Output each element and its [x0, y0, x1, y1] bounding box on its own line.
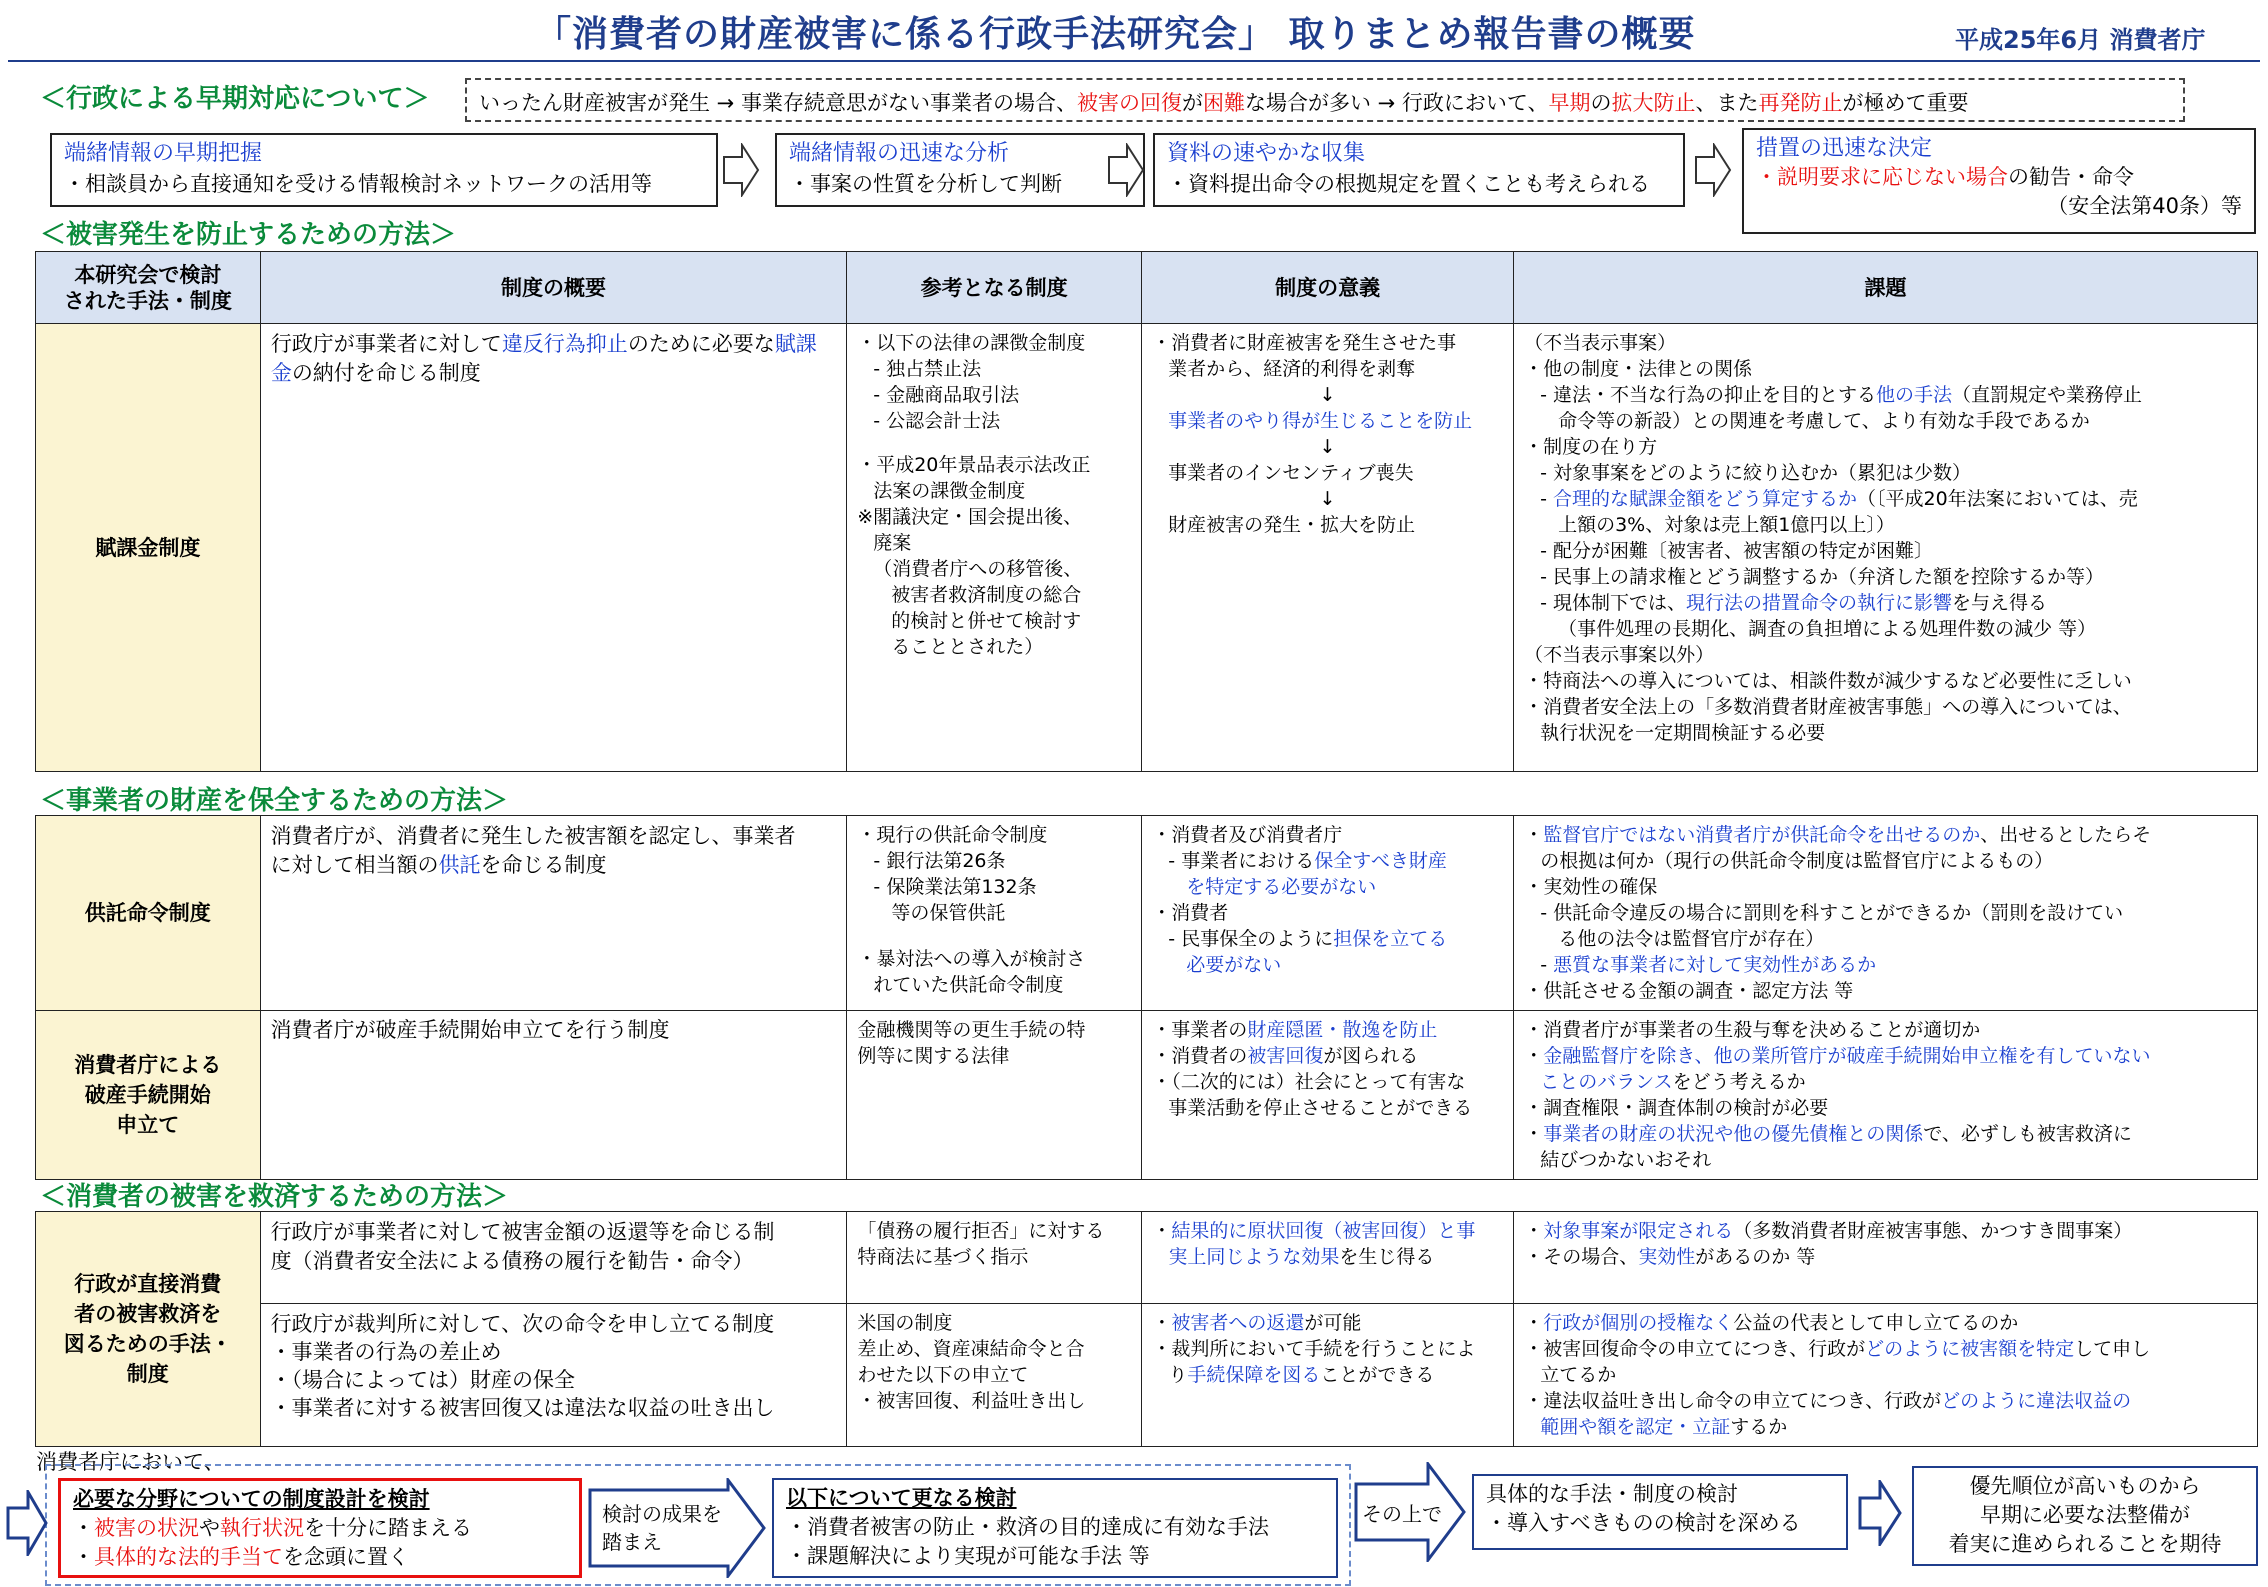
meaning-cell: ・消費者及び消費者庁 - 事業者における保全すべき財産 を特定する必要がない ・消費者 - 民事保全のように担保を立てる 必要がない — [1142, 816, 1514, 1011]
section-prevention: ＜被害発生を防止するための方法＞ — [40, 220, 457, 250]
method-hasan: 消費者庁による 破産手続開始 申立て — [36, 1011, 261, 1180]
table-row — [36, 324, 2258, 772]
bottom-box-concrete-study: 具体的な手法・制度の検討 ・導入すべきものの検討を深める — [1472, 1474, 1848, 1550]
reference-cell: 「債務の履行拒否」に対する 特商法に基づく指示 — [847, 1212, 1142, 1304]
early-box-analyze: 端緒情報の迅速な分析 ・事案の性質を分析して判断 — [775, 133, 1145, 207]
issue-date: 平成25年6月 消費者庁 — [1955, 26, 2206, 54]
early-response-summary: いったん財産被害が発生 → 事業存続意思がない事業者の場合、被害の回復が困難な場合が多い → 行政において、早期の拡大防止、また再発防止が極めて重要 — [465, 78, 2185, 122]
meaning-cell: ・結果的に原状回復（被害回復）と事 実上同じような効果を生じ得る — [1142, 1212, 1514, 1304]
bottom-arrow-then: その上で — [1354, 1462, 1466, 1562]
header-reference: 参考となる制度 — [847, 252, 1142, 324]
header-meaning: 制度の意義 — [1142, 252, 1514, 324]
header-method: 本研究会で検討 された手法・制度 — [36, 252, 261, 324]
preservation-table — [35, 815, 2258, 1180]
meaning-cell: ・被害者への返還が可能 ・裁判所において手続を行うことによ り手続保障を図ることができる — [1142, 1304, 1514, 1447]
bottom-box-design: 必要な分野についての制度設計を検討 ・被害の状況や執行状況を十分に踏まえる ・具体的な法的手当てを念頭に置く — [58, 1478, 582, 1578]
overview-cell: 行政庁が事業者に対して違反行為抑止のために必要な賦課金の納付を命じる制度 — [260, 324, 846, 772]
reference-cell: 米国の制度 差止め、資産凍結命令と合 わせた以下の申立て ・被害回復、利益吐き出し — [847, 1304, 1142, 1447]
page-title: 「消費者の財産被害に係る行政手法研究会」 取りまとめ報告書の概要 — [535, 14, 1696, 55]
section-preservation: ＜事業者の財産を保全するための方法＞ — [40, 786, 509, 816]
bottom-box-expectation: 優先順位が高いものから 早期に必要な法整備が 着実に進められることを期待 — [1912, 1466, 2258, 1566]
header-issues: 課題 — [1514, 252, 2258, 324]
block-arrow-icon — [6, 1490, 48, 1556]
reference-cell: 金融機関等の更生手続の特 例等に関する法律 — [847, 1011, 1142, 1180]
flow-arrow-icon — [1694, 143, 1732, 197]
bottom-box-further-study: 以下について更なる検討 ・消費者被害の防止・救済の目的達成に有効な手法 ・課題解決により実現が可能な手法 等 — [772, 1478, 1338, 1578]
meaning-cell: ・事業者の財産隠匿・散逸を防止 ・消費者の被害回復が図られる ・（二次的には）社会にとって有害な 事業活動を停止させることができる — [1142, 1011, 1514, 1180]
overview-cell: 行政庁が事業者に対して被害金額の返還等を命じる制 度（消費者安全法による債務の履行を勧告・命令） — [260, 1212, 847, 1304]
table-row — [36, 1011, 2258, 1180]
header-overview: 制度の概要 — [260, 252, 846, 324]
reference-cell: ・現行の供託命令制度 - 銀行法第26条 - 保険業法第132条 等の保管供託 ・暴対法への導入が検討さ れていた供託命令制度 — [847, 816, 1142, 1011]
table-row — [36, 816, 2258, 1011]
early-box-detect: 端緒情報の早期把握 ・相談員から直接通知を受ける情報検討ネットワークの活用等 — [50, 133, 718, 207]
issues-cell: ・消費者庁が事業者の生殺与奪を決めることが適切か ・金融監督庁を除き、他の業所管庁が破産手続開始申立権を有していない ことのバランスをどう考えるか ・調査権限・調査体制の検討が必要 ・事業者の財産の状況や他の優先債権との関係で、必ずしも被害救済に 結びつかないおそれ — [1514, 1011, 2258, 1180]
flow-arrow-icon — [722, 143, 760, 197]
bottom-arrow-results: 検討の成果を 踏まえ — [588, 1478, 766, 1578]
method-fukakin: 賦課金制度 — [36, 324, 261, 772]
title-divider — [8, 60, 2260, 62]
relief-table — [35, 1211, 2258, 1447]
early-box-decide: 措置の迅速な決定 ・説明要求に応じない場合の勧告・命令 （安全法第40条）等 — [1742, 128, 2256, 234]
prevention-table — [35, 251, 2258, 772]
overview-cell: 消費者庁が破産手続開始申立てを行う制度 — [260, 1011, 847, 1180]
table-row — [36, 1304, 2258, 1447]
bottom-label: 消費者庁において、 — [36, 1450, 225, 1474]
table-row — [36, 1212, 2258, 1304]
block-arrow-icon — [1858, 1480, 1902, 1546]
early-box-collect: 資料の速やかな収集 ・資料提出命令の根拠規定を置くことも考えられる — [1153, 133, 1685, 207]
flow-arrow-icon — [1107, 143, 1145, 197]
overview-cell: 消費者庁が、消費者に発生した被害額を認定し、事業者 に対して相当額の供託を命じる制度 — [260, 816, 847, 1011]
issues-cell: ・行政が個別の授権なく公益の代表として申し立てるのか ・被害回復命令の申立てにつき、行政がどのように被害額を特定して申し 立てるか ・違法収益吐き出し命令の申立てにつき、行政がどのように違法収益の 範囲や額を認定・立証するか — [1514, 1304, 2258, 1447]
overview-cell: 行政庁が裁判所に対して、次の命令を申し立てる制度 ・事業者の行為の差止め ・（場合によっては）財産の保全 ・事業者に対する被害回復又は違法な収益の吐き出し — [260, 1304, 847, 1447]
section-early-response: ＜行政による早期対応について＞ — [40, 84, 430, 114]
issues-cell: ・監督官庁ではない消費者庁が供託命令を出せるのか、出せるとしたらそ の根拠は何か（現行の供託命令制度は監督官庁によるもの） ・実効性の確保 - 供託命令違反の場合に罰則を科すことができるか（罰則を設けてい る他の法令は監督官庁が存在） - 悪質な事業者に対して実効性があるか ・供託させる金額の調査・認定方法 等 — [1514, 816, 2258, 1011]
section-relief: ＜消費者の被害を救済するための方法＞ — [40, 1182, 509, 1212]
method-relief: 行政が直接消費 者の被害救済を 図るための手法・ 制度 — [36, 1212, 261, 1447]
meaning-cell: ・消費者に財産被害を発生させた事 業者から、経済的利得を剥奪 ↓ 事業者のやり得が生じることを防止 ↓ 事業者のインセンティブ喪失 ↓ 財産被害の発生・拡大を防止 — [1142, 324, 1514, 772]
issues-cell: （不当表示事案） ・他の制度・法律との関係 - 違法・不当な行為の抑止を目的とする他の手法（直罰規定や業務停止 命令等の新設）との関連を考慮して、より有効な手段であるか ・制度の在り方 - 対象事案をどのように絞り込むか（累犯は少数） - 合理的な賦課金額をどう算定するか（〔平成20年法案においては、売 上額の3%、対象は売上額1億円以上〕） - 配分が困難〔被害者、被害額の特定が困難〕 - 民事上の請求権とどう調整するか（弁済した額を控除するか等） - 現体制下では、現行法の措置命令の執行に影響を与え得る （事件処理の長期化、調査の負担増による処理件数の減少 等） （不当表示事案以外） ・特商法への導入については、相談件数が減少するなど必要性に乏しい ・消費者安全法上の「多数消費者財産被害事態」への導入については、 執行状況を一定期間検証する必要 — [1514, 324, 2258, 772]
method-kyotaku: 供託命令制度 — [36, 816, 261, 1011]
issues-cell: ・対象事案が限定される（多数消費者財産被害事態、かつすき間事案） ・その場合、実効性があるのか 等 — [1514, 1212, 2258, 1304]
reference-cell: ・以下の法律の課徴金制度 - 独占禁止法 - 金融商品取引法 - 公認会計士法 ・平成20年景品表示法改正 法案の課徴金制度 ※閣議決定・国会提出後、 廃案 （消費者庁への移管後、 被害者救済制度の総合 的検討と併せて検討す ることとされた） — [847, 324, 1142, 772]
